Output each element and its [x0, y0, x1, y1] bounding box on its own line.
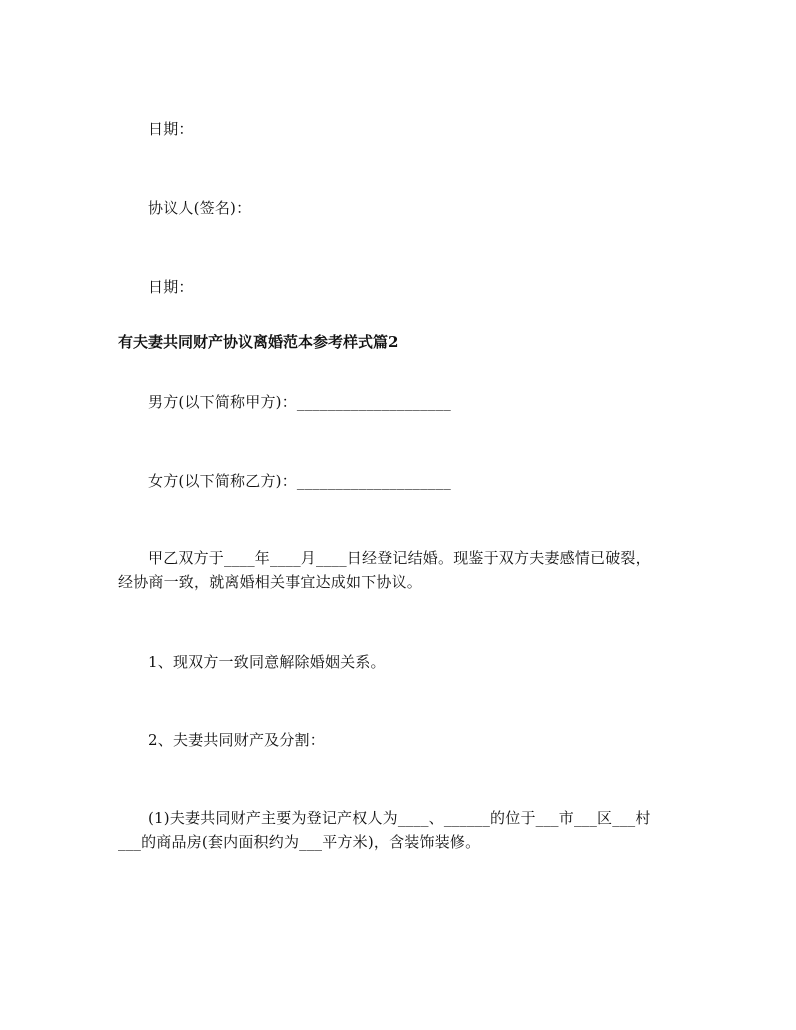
clause-1: 1、现双方一致同意解除婚姻关系。: [148, 653, 386, 671]
clause-2: 2、夫妻共同财产及分割：: [148, 731, 325, 749]
date-label-2: 日期：: [148, 278, 194, 296]
property-line-2: ___的商品房(套内面积约为___平方米)，含装饰装修。: [118, 833, 481, 851]
date-label-1: 日期：: [148, 120, 194, 138]
property-line-1: (1)夫妻共同财产主要为登记产权人为____、______的位于___市___区___村: [148, 809, 651, 827]
female-party-line: 女方(以下简称乙方)：____________________: [148, 472, 451, 490]
male-party-line: 男方(以下简称甲方)：____________________: [148, 393, 451, 411]
signer-label: 协议人(签名)：: [148, 199, 252, 217]
intro-paragraph-line-1: 甲乙双方于____年____月____日经登记结婚。现鉴于双方夫妻感情已破裂，: [148, 549, 651, 567]
section-title: 有夫妻共同财产协议离婚范本参考样式篇2: [118, 333, 399, 351]
intro-paragraph-line-2: 经协商一致，就离婚相关事宜达成如下协议。: [118, 573, 423, 591]
